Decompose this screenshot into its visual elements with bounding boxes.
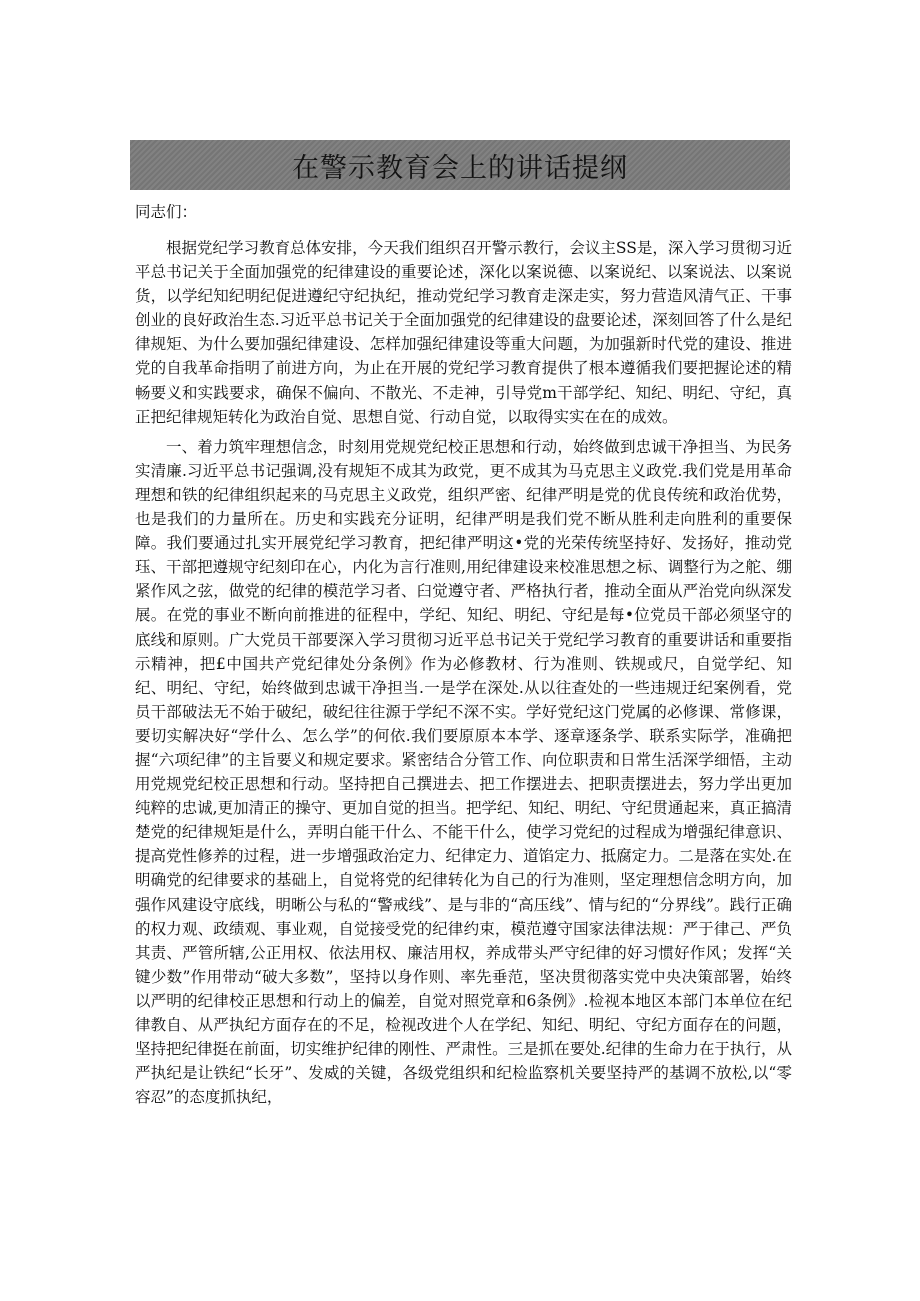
document-title: 在警示教育会上的讲话提纲 bbox=[292, 152, 628, 184]
document-body bbox=[135, 198, 792, 1109]
salutation: 同志们： bbox=[135, 203, 198, 221]
title-banner bbox=[130, 140, 790, 190]
paragraph-intro: 根据党纪学习教育总体安排，今天我们组织召开警示教行，会议主SS是，深入学习贯彻习近平总书记关于全面加强党的纪律建设的重要论述，深化以案说德、以案说纪、以案说法、以案说货，以学纪知纪明纪促进遵纪守纪执纪，推动党纪学习教育走深走实，努力营造风清气正、干事创业的良好政治生态.习近平总书记关于全面加强党的纪律建设的盘要论述，深刻回答了什么是纪律规矩、为什么要加强纪律建设、怎样加强纪律建设等重大问题，为加强新时代党的建设、推进党的自我革命指明了前进方向，为止在开展的党纪学习教育提供了根本遵循我们要把握论述的精畅要义和实践要求，确保不偏向、不散光、不走神，引导党m干部学纪、知纪、明纪、守纪，真正把纪律规矩转化为政治自觉、思想自觉、行动自觉，以取得实实在在的成效。 bbox=[135, 239, 792, 426]
paragraph-section-one: 一、着力筑牢理想信念，时刻用党规党纪校正思想和行动，始终做到忠诚干净担当、为民务实清廉.习近平总书记强调,没有规矩不成其为政党，更不成其为马克思主义政党.我们党是用革命理想和铁的纪律组织起来的马克思主义政党，组织严密、纪律严明是党的优良传统和政治优势，也是我们的力量所在。历史和实践充分证明，纪律严明是我们党不断从胜利走向胜利的重要保障。我们要通过扎实开展党纪学习教育，把纪律严明这•党的光荣传统坚持好、发扬好，推动党珏、干部把遵规守纪刻印在心，内化为言行准则,用纪律建设来校准思想之标、调整行为之舵、绷紧作风之弦，做党的纪律的模范学习者、臼觉遵守者、严格执行者，推动全面从严治党向纵深发展。在党的事业不断向前推进的征程中，学纪、知纪、明纪、守纪是每•位党员干部必须坚守的底线和原则。广大党员干部要深入学习贯彻习近平总书记关于党纪学习教育的重要讲话和重要指示精神，把£中国共产党纪律处分条例》作为必修教材、行为准则、铁规或尺，自觉学纪、知纪、明纪、守纪，始终做到忠诚干净担当.一是学在深处.从以往查处的一些违规迂纪案例看，党员干部破法无不始于破纪，破纪往往源于学纪不深不实。学好党纪这门党属的必修课、常修课，要切实解决好“学什么、怎么学”的何依.我们要原原本本学、逐章逐条学、联系实际学，准确把握“六项纪律”的主旨要义和规定要求。紧密结合分管工作、向位职责和日常生活深学细悟，主动用党规党纪校正思想和行动。坚持把自己撰进去、把工作摆进去、把职责摆进去，努力学出更加纯粹的忠诚,更加清正的操守、更加自觉的担当。把学纪、知纪、明纪、守纪贯通起来，真正搞清楚党的纪律规矩是什么，弄明白能干什么、不能干什么，使学习党纪的过程成为增强纪律意识、提高党性修养的过程，进一步增强政治定力、纪律定力、道馅定力、抵腐定力。二是落在实处.在明确党的纪律要求的基础上，自觉将党的纪律转化为自己的行为准则，坚定理想信念明方向，加强作风建设守底线，明晰公与私的“警戒线”、是与非的“高压线”、情与纪的“分界线”。践行正确的权力观、政绩观、事业观，自觉接受党的纪律约束，模范遵守国家法律法规：严于律己、严负其责、严管所辖,公正用权、依法用权、廉洁用权，养成带头严守纪律的好习惯好作风；发挥“关键少数”作用带动“破大多数”，坚持以身作则、率先垂范，坚决贯彻落实党中央决策部署，始终以严明的纪律校正思想和行动上的偏差，自觉对照党章和6条例》.检视本地区本部门本单位在纪律教自、从严执纪方面存在的不足，检视改进个人在学纪、知纪、明纪、守纪方面存在的问题，坚持把纪律挺在前面，切实维护纪律的刚性、严肃性。三是抓在要处.纪律的生命力在于执行，从严执纪是让铁纪“长牙”、发威的关键，各级党组织和纪检监察机关要坚持严的基调不放松,以“零容忍”的态度抓执纪， bbox=[135, 437, 792, 1107]
